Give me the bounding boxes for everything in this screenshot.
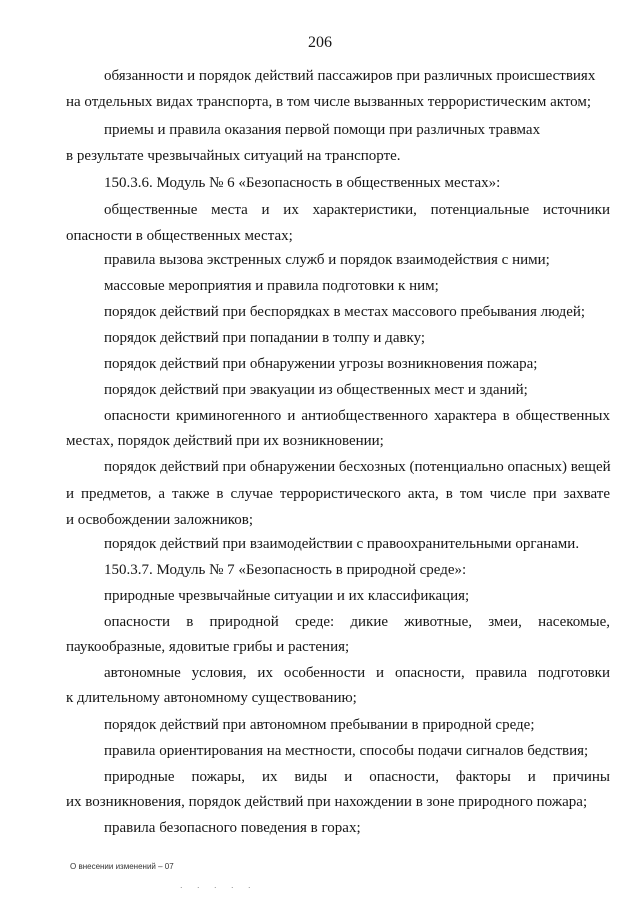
module-heading: 150.3.6. Модуль № 6 «Безопасность в общественных местах»: bbox=[104, 175, 501, 191]
text-line: порядок действий при обнаружении бесхозных (потенциально опасных) вещей bbox=[104, 459, 611, 475]
text-line: автономные условия, их особенности и опасности, правила подготовки bbox=[104, 665, 610, 681]
text-line: к длительному автономному существованию; bbox=[66, 690, 357, 706]
text-line: природные пожары, их виды и опасности, факторы и причины bbox=[104, 769, 610, 785]
page-number: 206 bbox=[308, 34, 332, 51]
text-line: массовые мероприятия и правила подготовки к ним; bbox=[104, 278, 439, 294]
text-line: и освобождении заложников; bbox=[66, 512, 254, 528]
text-line: паукообразные, ядовитые грибы и растения; bbox=[66, 639, 350, 655]
text-line: порядок действий при автономном пребывании в природной среде; bbox=[104, 717, 535, 733]
text-line: их возникновения, порядок действий при нахождении в зоне природного пожара; bbox=[66, 794, 588, 810]
text-line: порядок действий при попадании в толпу и давку; bbox=[104, 330, 426, 346]
text-line: в результате чрезвычайных ситуаций на транспорте. bbox=[66, 148, 401, 164]
footer-note: О внесении изменений – 07 bbox=[70, 862, 174, 871]
text-line: местах, порядок действий при их возникновении; bbox=[66, 433, 384, 449]
text-line: опасности в природной среде: дикие животные, змеи, насекомые, bbox=[104, 614, 610, 630]
text-line: на отдельных видах транспорта, в том числе вызванных террористическим актом; bbox=[66, 94, 592, 110]
text-line: порядок действий при обнаружении угрозы возникновения пожара; bbox=[104, 356, 538, 372]
text-line: порядок действий при эвакуации из общественных мест и зданий; bbox=[104, 382, 528, 398]
text-line: опасности в общественных местах; bbox=[66, 228, 293, 244]
text-line: порядок действий при взаимодействии с правоохранительными органами. bbox=[104, 536, 580, 552]
text-line: правила ориентирования на местности, способы подачи сигналов бедствия; bbox=[104, 743, 589, 759]
text-line: правила вызова экстренных служб и порядок взаимодействия с ними; bbox=[104, 252, 550, 268]
text-line: приемы и правила оказания первой помощи при различных травмах bbox=[104, 122, 541, 138]
text-line: природные чрезвычайные ситуации и их классификация; bbox=[104, 588, 470, 604]
scan-dots: . . . . . bbox=[180, 880, 257, 890]
text-line: опасности криминогенного и антиобщественного характера в общественных bbox=[104, 408, 610, 424]
module-heading: 150.3.7. Модуль № 7 «Безопасность в природной среде»: bbox=[104, 562, 467, 578]
text-line: правила безопасного поведения в горах; bbox=[104, 820, 361, 836]
text-line: и предметов, а также в случае террористического акта, в том числе при захвате bbox=[66, 486, 610, 502]
text-line: обязанности и порядок действий пассажиров при различных происшествиях bbox=[104, 68, 596, 84]
text-line: порядок действий при беспорядках в местах массового пребывания людей; bbox=[104, 304, 586, 320]
text-line: общественные места и их характеристики, потенциальные источники bbox=[104, 202, 610, 218]
